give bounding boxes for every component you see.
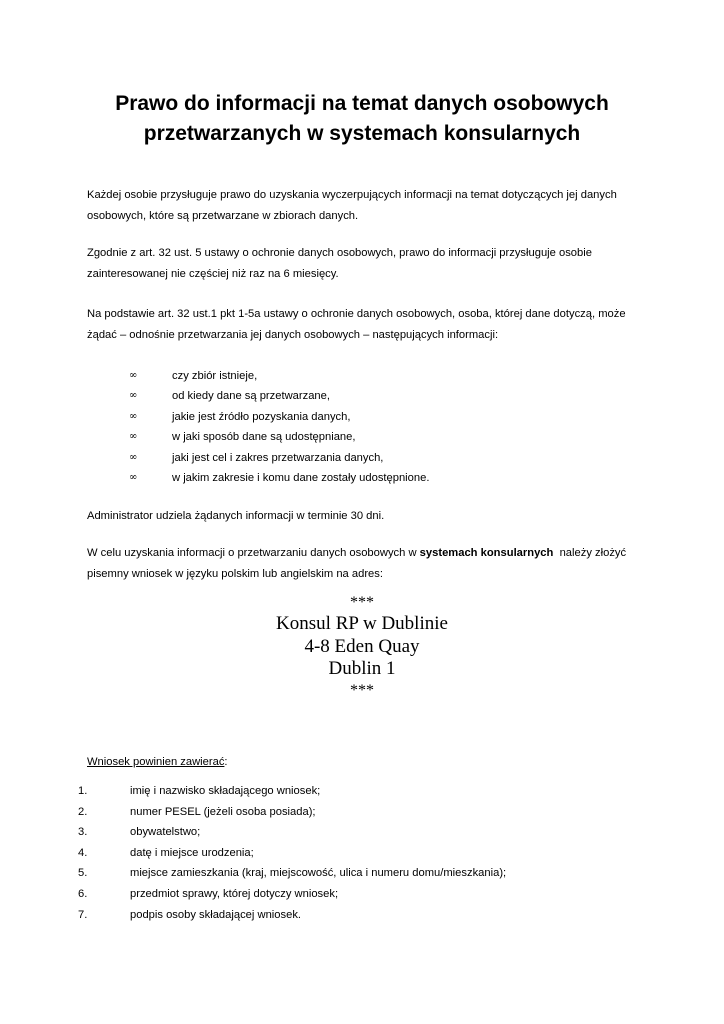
list-item-text: w jakim zakresie i komu dane zostały udostępnione. <box>172 471 430 484</box>
requirements-heading <box>87 752 228 772</box>
list-item-text: miejsce zamieszkania (kraj, miejscowość, ulica i numeru domu/mieszkania); <box>130 867 507 880</box>
paragraph-legal-basis <box>87 304 647 346</box>
list-item <box>87 427 647 447</box>
paragraph-line: osobowych, które są przetwarzane w zbiorach danych. <box>87 210 359 222</box>
paragraph-line: Każdej osobie przysługuje prawo do uzyskania wyczerpujących informacji na temat dotyczących jej danych <box>87 189 617 201</box>
paragraph-right-to-information <box>87 185 647 227</box>
address-line-3: Dublin 1 <box>328 658 396 679</box>
list-item-text: datę i miejsce urodzenia; <box>130 846 254 859</box>
list-item <box>78 843 658 864</box>
list-number: 7. <box>78 908 88 921</box>
paragraph-line: Zgodnie z art. 32 ust. 5 ustawy o ochronie danych osobowych, prawo do informacji przysługuje osobie <box>87 247 592 259</box>
paragraph-frequency <box>87 243 647 285</box>
information-bullet-list <box>87 366 647 488</box>
list-item-text: podpis osoby składającej wniosek. <box>130 908 302 921</box>
list-number: 1. <box>78 785 88 797</box>
list-item-text: imię i nazwisko składającego wniosek; <box>130 785 321 797</box>
list-item-text: przedmiot sprawy, której dotyczy wniosek; <box>130 887 339 900</box>
infinity-bullet-icon: ∞ <box>129 451 138 463</box>
paragraph-how-to-apply <box>87 543 647 585</box>
list-item-text: numer PESEL (jeżeli osoba posiada); <box>130 805 316 818</box>
list-item <box>78 781 658 802</box>
title-line-1: Prawo do informacji na temat danych osobowych <box>115 92 609 115</box>
list-item-text: obywatelstwo; <box>130 826 201 839</box>
list-item-text: od kiedy dane są przetwarzane, <box>172 390 330 403</box>
requirements-heading-colon: : <box>224 756 228 768</box>
list-number: 3. <box>78 826 88 839</box>
infinity-bullet-icon: ∞ <box>129 471 138 483</box>
paragraph-deadline <box>87 506 647 527</box>
consulate-address <box>120 593 604 701</box>
list-item-text: czy zbiór istnieje, <box>172 370 258 382</box>
list-item-text: w jaki sposób dane są udostępniane, <box>172 431 356 444</box>
list-item <box>87 386 647 406</box>
paragraph-line: Na podstawie art. 32 ust.1 pkt 1-5a ustawy o ochronie danych osobowych, osoba, której dane dotyczą, może <box>87 308 626 320</box>
address-line-2: 4-8 Eden Quay <box>304 635 420 657</box>
paragraph-line: zainteresowanej nie częściej niż raz na 6 miesięcy. <box>87 268 339 280</box>
list-item-text: jaki jest cel i zakres przetwarzania danych, <box>172 451 384 464</box>
list-item <box>78 884 658 905</box>
text-run: należy złożyć <box>553 547 627 559</box>
address-line-1: Konsul RP w Dublinie <box>276 613 448 634</box>
page-title <box>60 89 664 149</box>
list-number: 2. <box>78 805 88 818</box>
list-item <box>87 468 647 488</box>
infinity-bullet-icon: ∞ <box>129 431 138 443</box>
text-run: W celu uzyskania informacji o przetwarzaniu danych osobowych w <box>87 547 420 559</box>
paragraph-line: Administrator udziela żądanych informacji w terminie 30 dni. <box>87 510 385 522</box>
list-item <box>78 822 658 843</box>
infinity-bullet-icon: ∞ <box>129 370 138 381</box>
paragraph-line: żądać – odnośnie przetwarzania jej danych osobowych – następujących informacji: <box>87 329 499 341</box>
list-item <box>87 366 647 386</box>
requirements-heading-text: Wniosek powinien zawierać <box>87 756 225 768</box>
list-item <box>78 863 658 884</box>
list-item <box>78 802 658 823</box>
title-line-2: przetwarzanych w systemach konsularnych <box>143 122 581 145</box>
list-number: 4. <box>78 846 88 859</box>
list-item <box>87 448 647 468</box>
list-number: 5. <box>78 867 88 880</box>
list-item-text: jakie jest źródło pozyskania danych, <box>172 410 351 423</box>
paragraph-line: pisemny wniosek w języku polskim lub angielskim na adres: <box>87 568 383 580</box>
list-number: 6. <box>78 887 88 900</box>
paragraph-line <box>87 543 647 564</box>
list-item <box>78 905 658 926</box>
list-item <box>87 407 647 427</box>
infinity-bullet-icon: ∞ <box>129 410 138 422</box>
bold-text-run: systemach konsularnych <box>419 547 554 559</box>
address-separator-bottom: *** <box>350 681 374 699</box>
requirements-list <box>78 781 658 925</box>
address-separator-top: *** <box>350 594 374 611</box>
infinity-bullet-icon: ∞ <box>129 390 138 402</box>
